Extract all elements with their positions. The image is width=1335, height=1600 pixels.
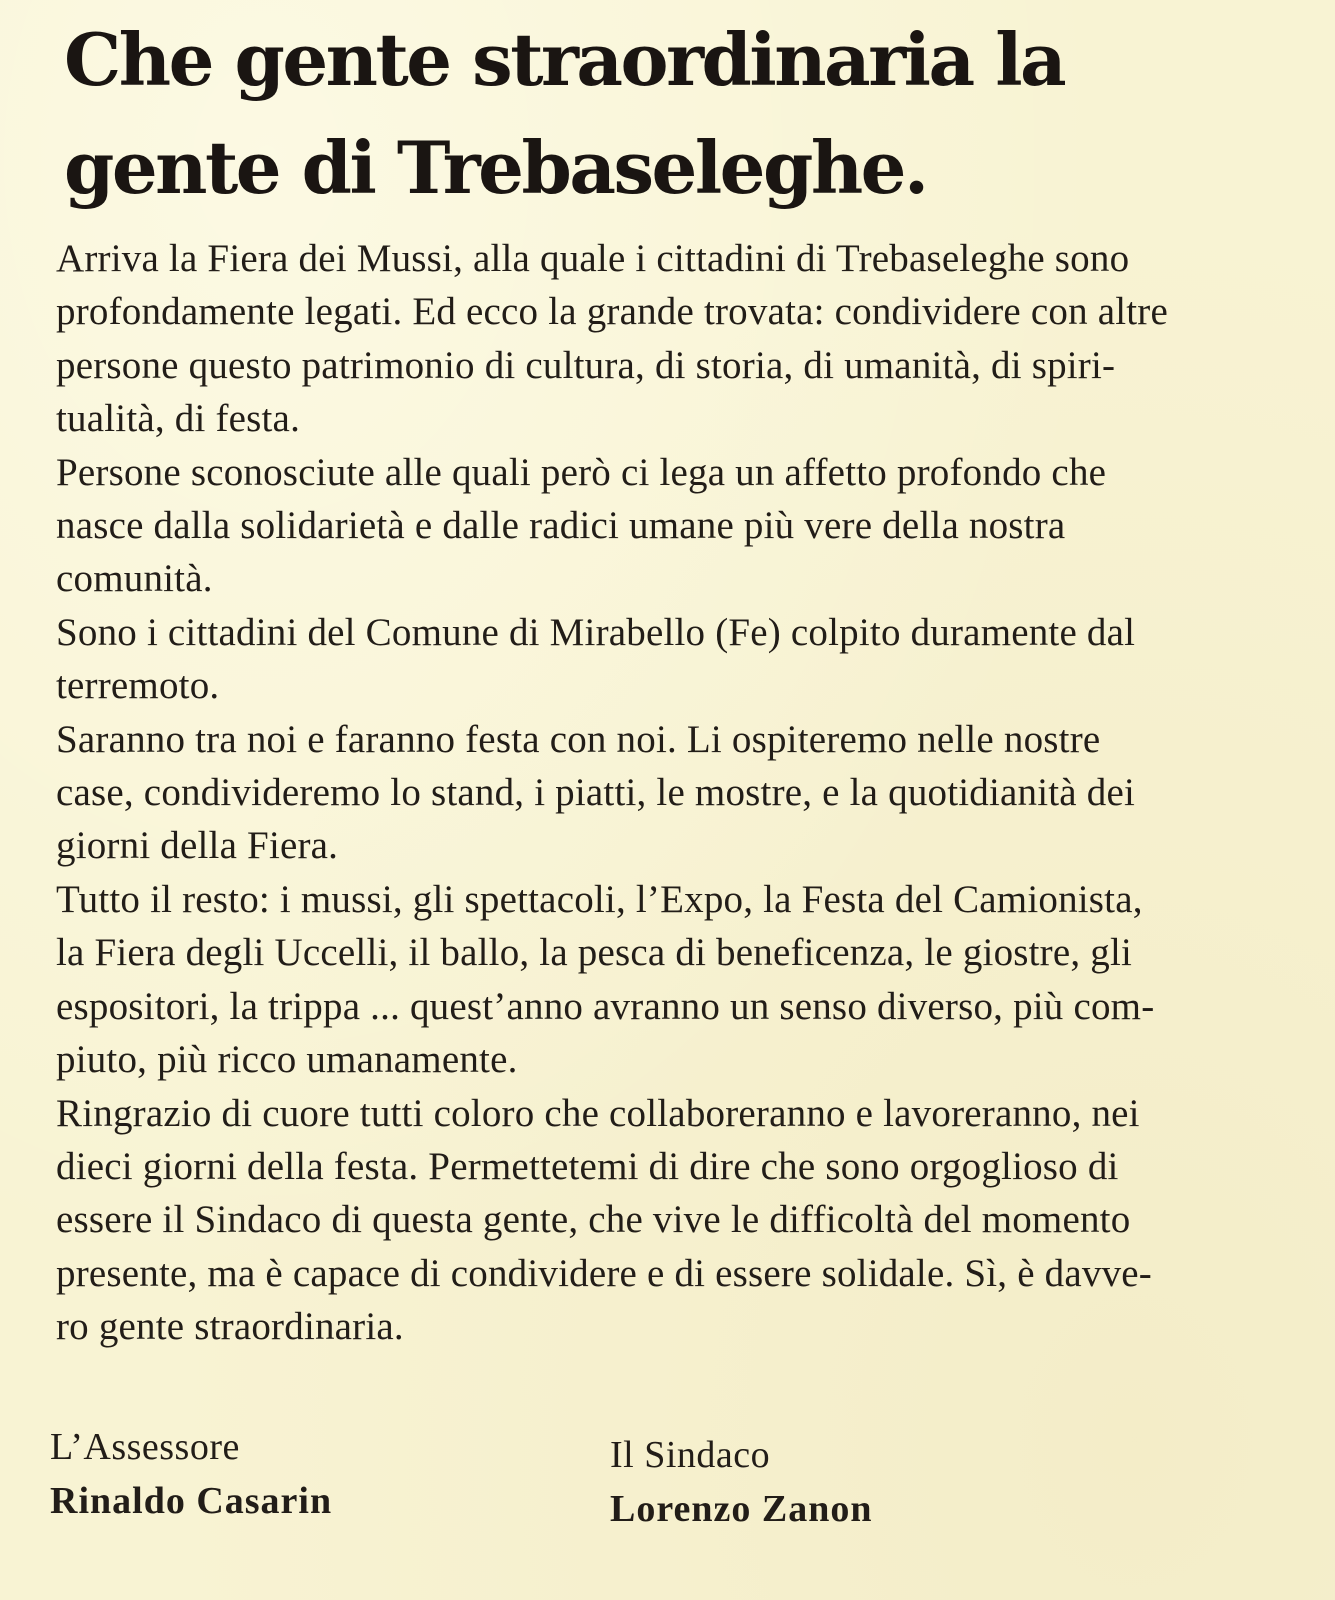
paragraph-1 <box>56 232 1286 446</box>
text-line: tualità, di festa. <box>56 397 301 441</box>
text-line: persone questo patrimonio di cultura, di storia, di umanità, di spiri- <box>56 343 1116 387</box>
text-line: nasce dalla solidarietà e dalle radici umane più vere della nostra <box>56 504 1066 548</box>
paragraph-6 <box>56 1087 1286 1354</box>
text-line: presente, ma è capace di condividere e di essere solidale. Sì, è davve- <box>56 1251 1152 1295</box>
text-line: Arriva la Fiera dei Mussi, alla quale i cittadini di Trebaseleghe sono <box>56 237 1130 280</box>
signature-role: L’Assessore <box>50 1426 240 1468</box>
text-line: espositori, la trippa ... quest’anno avranno un senso diverso, più com- <box>56 984 1155 1028</box>
text-line: comunità. <box>56 557 213 601</box>
sindaco-signature <box>610 1428 873 1536</box>
letter-body <box>56 232 1286 1354</box>
text-line: terremoto. <box>56 664 220 708</box>
text-line: la Fiera degli Uccelli, il ballo, la pesca di beneficenza, le giostre, gli <box>56 931 1133 975</box>
paragraph-3 <box>56 606 1286 713</box>
title-line-2: gente di Trebaseleghe. <box>64 125 927 210</box>
text-line: ro gente straordinaria. <box>56 1305 404 1349</box>
paragraph-5 <box>56 873 1286 1087</box>
signature-name: Lorenzo Zanon <box>610 1488 873 1530</box>
signature-block <box>50 1420 1250 1560</box>
title-line-1: Che gente straordinaria la <box>64 17 1065 102</box>
signature-role: Il Sindaco <box>610 1434 771 1476</box>
text-line: profondamente legati. Ed ecco la grande trovata: condividere con altre <box>56 290 1168 334</box>
paragraph-2 <box>56 446 1286 606</box>
paragraph-4 <box>56 713 1286 873</box>
text-line: piuto, più ricco umanamente. <box>56 1038 518 1082</box>
text-line: Saranno tra noi e faranno festa con noi. Li ospiteremo nelle nostre <box>56 717 1101 761</box>
page-title <box>64 6 1064 222</box>
text-line: Tutto il resto: i mussi, gli spettacoli, l’Expo, la Festa del Camionista, <box>56 877 1143 921</box>
text-line: Persone sconosciute alle quali però ci lega un affetto profondo che <box>56 450 1107 494</box>
text-line: Ringrazio di cuore tutti coloro che collaboreranno e lavoreranno, nei <box>56 1091 1140 1135</box>
text-line: dieci giorni della festa. Permettetemi di dire che sono orgoglioso di <box>56 1144 1119 1188</box>
signature-name: Rinaldo Casarin <box>50 1480 333 1522</box>
text-line: case, condivideremo lo stand, i piatti, le mostre, e la quotidianità dei <box>56 771 1136 815</box>
text-line: giorni della Fiera. <box>56 824 339 868</box>
text-line: essere il Sindaco di questa gente, che vive le difficoltà del momento <box>56 1198 1131 1242</box>
assessore-signature <box>50 1420 332 1528</box>
text-line: Sono i cittadini del Comune di Mirabello (Fe) colpito duramente dal <box>56 610 1136 654</box>
